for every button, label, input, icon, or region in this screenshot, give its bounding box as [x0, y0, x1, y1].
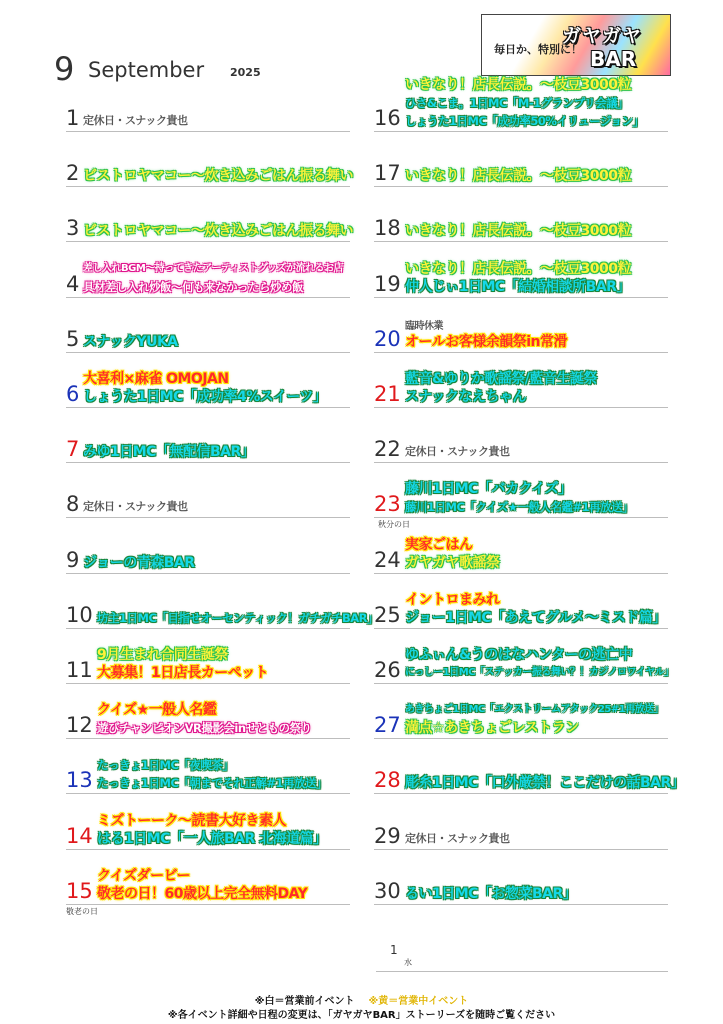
day-number: 10 — [66, 602, 93, 627]
day-divider — [66, 352, 350, 353]
day-divider — [374, 462, 668, 463]
day-row — [66, 303, 350, 353]
day-row — [374, 634, 674, 684]
day-row — [66, 358, 350, 408]
event-title: 彫糸1日MC「口外厳禁！ここだけの話BAR」 — [405, 775, 685, 792]
day-row — [66, 855, 350, 916]
event-title: 実家ごはん — [405, 536, 473, 553]
day-divider — [374, 241, 668, 242]
event-list — [405, 370, 597, 406]
day-number: 18 — [374, 216, 401, 241]
event-title: 定休日・スナック貴也 — [83, 500, 188, 514]
day-number: 14 — [66, 823, 93, 848]
day-number: 6 — [66, 382, 80, 406]
event-title: ビストロヤマコー～炊き込みごはん振る舞い — [83, 168, 353, 185]
event-title: ビストロヤマコー～炊き込みごはん振る舞い — [83, 223, 353, 240]
event-list — [405, 167, 631, 185]
event-title: みゆ1日MC「無配信BAR」 — [83, 444, 255, 461]
day-row — [374, 303, 668, 353]
event-list — [83, 370, 326, 406]
event-list — [97, 701, 312, 737]
day-row — [374, 744, 685, 794]
event-title: クイズ★一般人名鑑 — [97, 702, 217, 719]
day-row — [66, 800, 350, 850]
event-title: しょうた1日MC「成功率4%スイーツ」 — [83, 389, 327, 405]
holiday-label: 秋分の日 — [378, 520, 410, 530]
day-divider — [374, 628, 668, 629]
day-number: 24 — [374, 547, 401, 572]
event-list — [83, 498, 188, 516]
day-divider — [66, 904, 350, 905]
event-title: 遊びチャンピオンVR撮影会inせともの祭り — [97, 721, 312, 736]
day-number: 8 — [66, 492, 80, 517]
event-title: ジョー1日MC「あえてグルメ～ミスド篇」 — [405, 609, 666, 626]
day-row — [66, 248, 350, 298]
event-title: ガヤガヤ歌謡祭 — [405, 554, 500, 571]
event-list — [405, 222, 631, 240]
day-row — [374, 800, 668, 850]
event-title: 藍音&ゆりか歌謡祭/藍音生誕祭 — [405, 371, 597, 387]
day-number: 21 — [374, 382, 401, 406]
day-divider — [66, 628, 350, 629]
day-row — [374, 855, 668, 905]
event-title: ひさ&こま。1日MC「M-1グランプリ会議」 — [405, 96, 629, 110]
footer-legend — [0, 992, 723, 1007]
event-list — [405, 76, 644, 130]
event-list — [405, 321, 567, 351]
event-list — [405, 536, 500, 572]
year: 2025 — [230, 66, 261, 79]
event-title: 藤川1日MC「クイズ★一般人名鑑#1再放送」 — [405, 500, 634, 515]
event-title: るい1日MC「お惣菜BAR」 — [405, 885, 577, 902]
event-list — [97, 646, 268, 682]
event-title: 仲人じぃ1日MC「結婚相談所BAR」 — [405, 278, 630, 295]
day-row — [374, 413, 668, 463]
day-divider — [66, 573, 350, 574]
event-title: 坊主1日MC「目指せオーセンティック！ガチガチBAR」 — [97, 610, 379, 625]
event-list — [83, 112, 188, 130]
event-list — [83, 443, 254, 461]
event-title: しょうた1日MC「成功率50%イリュージョン」 — [405, 114, 644, 128]
day-row — [374, 689, 668, 739]
day-number: 2 — [66, 161, 80, 186]
day-divider — [66, 517, 350, 518]
day-divider — [66, 131, 350, 132]
day-number: 1 — [66, 106, 80, 130]
event-title: 差し入れBGM～持ってきたアーティストグッズが流れるお店 — [83, 262, 343, 274]
event-title: いきなり！店長伝説。～枝豆3000粒 — [405, 168, 631, 185]
event-list — [83, 167, 353, 185]
logo-title-top: ガヤガヤ — [562, 25, 643, 47]
day-number: 22 — [374, 437, 401, 462]
event-title: 大募集！1日店長カーペット — [97, 665, 269, 681]
event-list — [405, 443, 510, 461]
event-title: にっしー1日MC「ステッカー振る舞い？！カジノロワイヤル」 — [405, 667, 674, 678]
day-row — [66, 82, 350, 132]
next-month-day-number: 1 — [390, 943, 398, 957]
logo-tagline: 毎日か、特別に！ — [494, 43, 582, 56]
day-row — [374, 77, 668, 132]
event-title: ジョーの青森BAR — [83, 554, 195, 571]
day-divider — [66, 793, 350, 794]
event-title: はる1日MC「一人旅BAR 北海道篇」 — [97, 830, 327, 847]
event-list — [83, 222, 353, 240]
day-divider — [66, 407, 350, 408]
day-divider — [66, 297, 350, 298]
event-title: 定休日・スナック貴也 — [83, 114, 188, 127]
day-divider — [66, 186, 350, 187]
day-number: 7 — [66, 437, 80, 462]
day-divider — [374, 738, 668, 739]
day-divider — [374, 131, 668, 132]
event-title: たっきょ1日MC「夜喫茶」 — [97, 758, 234, 773]
day-number: 12 — [66, 713, 93, 738]
day-number: 9 — [66, 547, 80, 572]
day-divider — [66, 241, 350, 242]
day-divider — [374, 683, 668, 684]
day-number: 11 — [66, 658, 93, 682]
event-list — [405, 591, 666, 627]
day-row — [374, 579, 668, 629]
event-title: ミズトーーク～読書大好き素人 — [97, 812, 286, 829]
event-title: イントロまみれ — [405, 591, 500, 608]
month-number: 9 — [54, 50, 75, 88]
holiday-label: 敬老の日 — [66, 906, 98, 916]
event-title: いきなり！店長伝説。～枝豆3000粒 — [405, 260, 631, 277]
legend-yellow: ※黄＝営業中イベント — [368, 996, 469, 1007]
event-title: 具材差し入れ炒飯～何も来なかったら炒め飯 — [83, 279, 303, 294]
day-row — [66, 744, 350, 794]
event-list — [83, 554, 195, 572]
day-divider — [374, 517, 668, 518]
day-divider — [374, 793, 668, 794]
event-title: 藤川1日MC「バカクイズ」 — [405, 481, 572, 498]
event-title: クイズダービー — [97, 867, 191, 884]
event-title: オールお客様余韻祭in常滑 — [405, 333, 567, 350]
day-number: 17 — [374, 161, 401, 186]
day-row — [374, 192, 668, 242]
event-title: 大喜利×麻雀 OMOJAN — [83, 371, 229, 387]
event-title: スナックなえちゃん — [405, 389, 526, 405]
event-list — [83, 260, 343, 296]
day-row — [66, 634, 350, 684]
footer-note: ※各イベント詳細や日程の変更は、「ガヤガヤBAR」ストーリーズを随時ご覧ください — [167, 1010, 556, 1021]
day-row — [66, 468, 350, 518]
day-number: 30 — [374, 878, 401, 903]
day-number: 15 — [66, 878, 93, 903]
day-number: 23 — [374, 492, 401, 517]
event-title: 定休日・スナック貴也 — [405, 445, 510, 459]
day-divider — [66, 849, 350, 850]
day-divider — [374, 573, 668, 574]
logo-title-bar: BAR — [590, 47, 637, 71]
day-number: 28 — [374, 768, 401, 793]
event-title: ゆふぃん&うのはなハンターの逃亡中 — [405, 647, 633, 663]
event-list — [405, 774, 684, 792]
event-title: 敬老の日！60歳以上完全無料DAY — [97, 885, 308, 902]
event-list — [405, 260, 631, 296]
day-row — [374, 248, 668, 298]
day-number: 29 — [374, 823, 401, 848]
day-number: 20 — [374, 326, 401, 351]
day-number: 4 — [66, 271, 80, 296]
day-row — [66, 524, 350, 574]
event-list — [97, 812, 327, 848]
day-row — [66, 689, 350, 739]
day-number: 5 — [66, 326, 80, 351]
day-divider — [374, 407, 668, 408]
day-row — [66, 413, 350, 463]
day-row — [66, 192, 353, 242]
event-list — [97, 867, 307, 903]
day-number: 3 — [66, 216, 80, 241]
event-title: スナックYUKA — [83, 333, 178, 350]
day-divider — [66, 738, 350, 739]
day-number: 19 — [374, 271, 401, 296]
day-divider — [374, 297, 668, 298]
day-divider — [66, 462, 350, 463]
event-list — [405, 646, 674, 682]
event-title: いきなり！店長伝説。～枝豆3000粒 — [405, 223, 631, 240]
event-title: 満点☆あきちょごレストラン — [405, 720, 579, 737]
event-title: たっきょ1日MC「朝までそれ正解#1再放送」 — [97, 776, 328, 791]
day-number: 25 — [374, 602, 401, 627]
day-number: 13 — [66, 768, 93, 793]
event-list — [97, 756, 327, 792]
day-divider — [374, 904, 668, 905]
day-divider — [374, 352, 668, 353]
event-list — [83, 333, 178, 351]
day-divider — [374, 849, 668, 850]
day-row — [374, 524, 668, 574]
day-number: 16 — [374, 106, 401, 130]
event-list — [405, 885, 576, 903]
event-title: いきなり！店長伝説。～枝豆3000粒 — [405, 77, 631, 93]
day-row — [374, 358, 668, 408]
event-list — [405, 701, 663, 737]
day-number: 27 — [374, 713, 401, 738]
event-title: あきちょご1日MC「エクストリームアタック25#1再放送」 — [405, 704, 664, 716]
day-divider — [66, 683, 350, 684]
legend-white: ※白＝営業前イベント — [254, 996, 355, 1007]
event-list — [405, 830, 510, 848]
gayagaya-bar-logo — [481, 14, 671, 76]
next-month-weekday: 水 — [404, 958, 412, 967]
day-row — [374, 468, 668, 530]
day-row — [66, 579, 379, 629]
day-divider — [374, 186, 668, 187]
month-name: September — [88, 58, 205, 82]
event-list — [97, 609, 378, 627]
event-title: 臨時休業 — [405, 320, 443, 332]
day-row — [66, 137, 353, 187]
day-number: 26 — [374, 658, 401, 682]
day-row — [374, 137, 668, 187]
event-list — [405, 480, 633, 516]
event-title: 9月生まれ合同生誕祭 — [97, 647, 228, 663]
event-title: 定休日・スナック貴也 — [405, 831, 510, 845]
next-month-row — [376, 926, 668, 972]
